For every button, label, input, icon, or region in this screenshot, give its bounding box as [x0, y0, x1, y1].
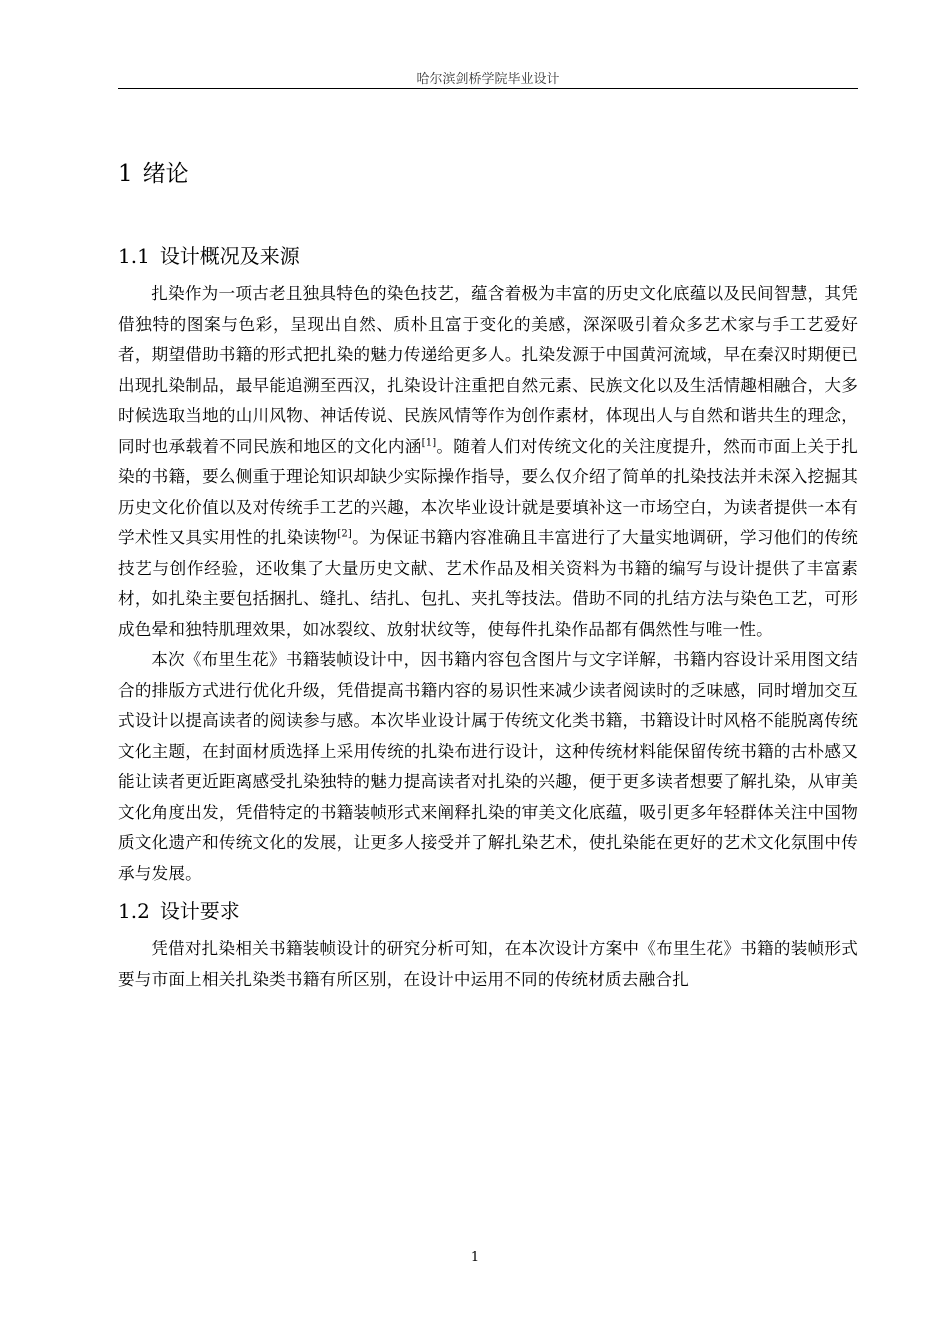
chapter-heading [118, 155, 858, 188]
paragraph-text: 。为保证书籍内容准确且丰富进行了大量实地调研，学习他们的传统技艺与创作经验，还收集了大量历史文献、艺术作品及相关资料为书籍的编写与设计提供了丰富素材，如扎染主要包括捆扎、缝扎、结扎、包扎、夹扎等技法。借助不同的扎结方法与染色工艺，可形成色晕和独特肌理效果，如冰裂纹、放射状纹等，使每件扎染作品都有偶然性与唯一性。 [118, 528, 859, 639]
header-rule [118, 88, 858, 89]
paragraph-text: 扎染作为一项古老且独具特色的染色技艺，蕴含着极为丰富的历史文化底蕴以及民间智慧，其凭借独特的图案与色彩，呈现出自然、质朴且富于变化的美感，深深吸引着众多艺术家与手工艺爱好者，期望借助书籍的形式把扎染的魅力传递给更多人。扎染发源于中国黄河流域，早在秦汉时期便已出现扎染制品，最早能追溯至西汉，扎染设计注重把自然元素、民族文化以及生活情趣相融合，大多时候选取当地的山川风物、神话传说、民族风情等作为创作素材，体现出人与自然和谐共生的理念，同时也承载着不同民族和地区的文化内涵 [118, 284, 858, 456]
page-body [118, 155, 858, 995]
paragraph-1 [118, 279, 858, 645]
citation-ref[interactable]: [1] [421, 436, 437, 448]
section-title: 设计要求 [159, 899, 240, 923]
paragraph-2: 本次《布里生花》书籍装帧设计中，因书籍内容包含图片与文字详解，书籍内容设计采用图文结合的排版方式进行优化升级，凭借提高书籍内容的易识性来减少读者阅读时的乏味感，同时增加交互式设计以提高读者的阅读参与感。本次毕业设计属于传统文化类书籍，书籍设计时风格不能脱离传统文化主题，在封面材质选择上采用传统的扎染布进行设计，这种传统材料能保留传统书籍的古朴感又能让读者更近距离感受扎染独特的魅力提高读者对扎染的兴趣，便于更多读者想要了解扎染，从审美文化角度出发，凭借特定的书籍装帧形式来阐释扎染的审美文化底蕴，吸引更多年轻群体关注中国物质文化遗产和传统文化的发展，让更多人接受并了解扎染艺术，使扎染能在更好的艺术文化氛围中传承与发展。 [118, 650, 858, 883]
running-header: 哈尔滨剑桥学院毕业设计 [416, 72, 560, 87]
citation-ref[interactable]: [2] [337, 528, 353, 540]
page-number: 1 [470, 1250, 480, 1265]
paragraph-3: 凭借对扎染相关书籍装帧设计的研究分析可知，在本次设计方案中《布里生花》书籍的装帧形式要与市面上相关扎染类书籍有所区别，在设计中运用不同的传统材质去融合扎 [118, 939, 858, 989]
section-heading-1-2 [118, 895, 858, 924]
section-number: 1.2 [118, 899, 150, 923]
chapter-title: 绪论 [142, 161, 189, 187]
section-heading-1-1 [118, 240, 858, 269]
section-number: 1.1 [118, 244, 150, 268]
paragraph-text: 。随着人们对传统文化的关注度提升，然而市面上关于扎染的书籍，要么侧重于理论知识却缺少实际操作指导，要么仅介绍了简单的扎染技法并未深入挖掘其历史文化价值以及对传统手工艺的兴趣，本次毕业设计就是要填补这一市场空白，为读者提供一本有学术性又具实用性的扎染读物 [118, 436, 859, 547]
section-title: 设计概况及来源 [159, 244, 300, 268]
chapter-number: 1 [118, 161, 133, 187]
